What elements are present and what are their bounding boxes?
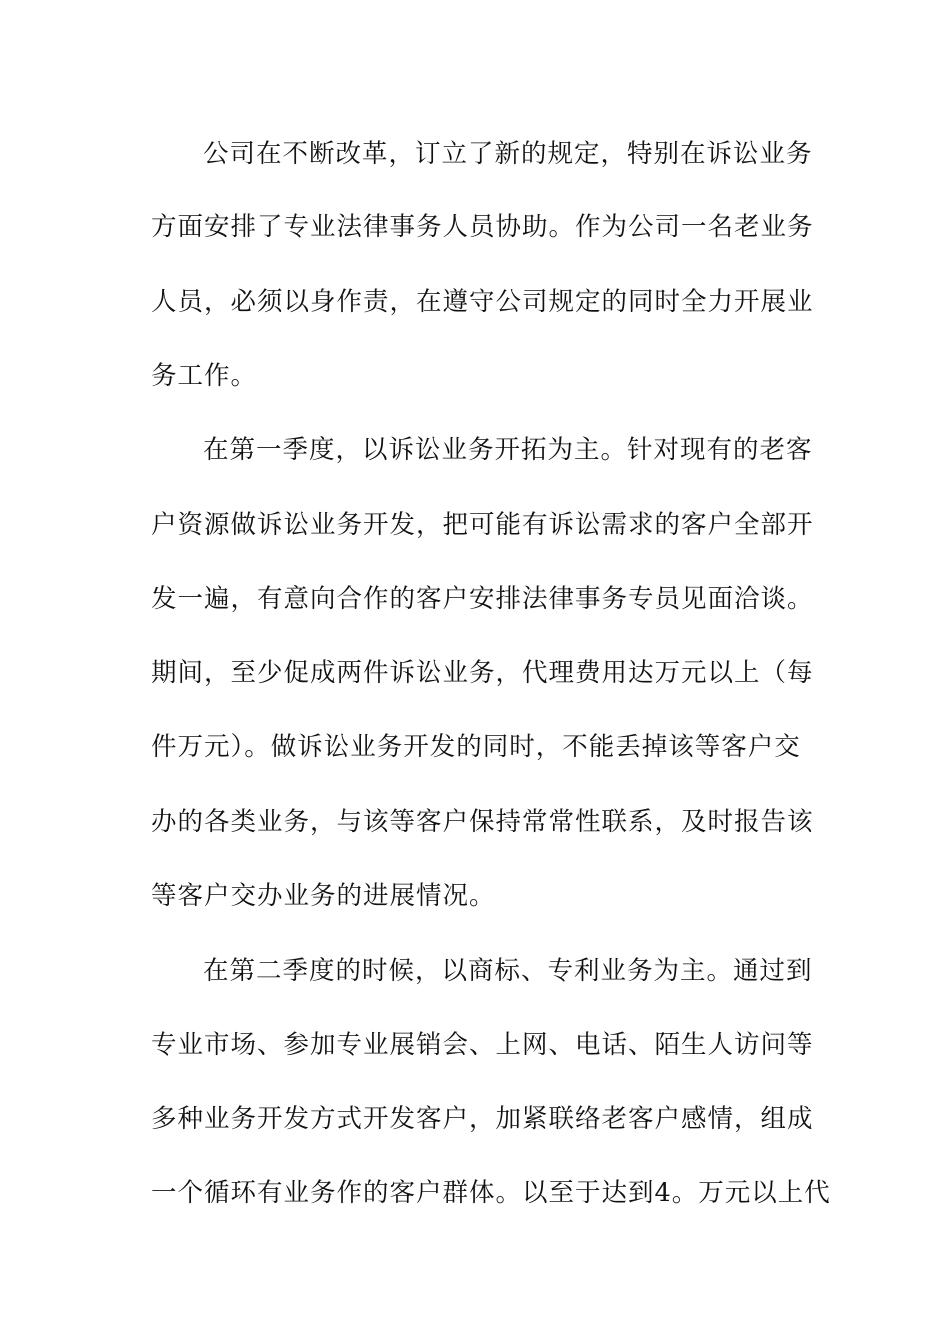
paragraph-3-line-2: 专业市场、参加专业展销会、上网、电话、陌生人访问等 <box>151 1030 814 1060</box>
paragraph-2-line-5: 件万元）。做诉讼业务开发的同时，不能丢掉该等客户交 <box>151 732 801 762</box>
paragraph-1-line-4: 务工作。 <box>151 361 258 391</box>
paragraph-2-line-6: 办的各类业务，与该等客户保持常常性联系，及时报告该 <box>151 807 814 837</box>
paragraph-1-line-2: 方面安排了专业法律事务人员协助。作为公司一名老业务 <box>151 212 814 242</box>
paragraph-1-line-3: 人员，必须以身作责，在遵守公司规定的同时全力开展业 <box>151 287 814 317</box>
paragraph-2-line-1: 在第一季度，以诉讼业务开拓为主。针对现有的老客 <box>203 435 813 465</box>
paragraph-1-line-1: 公司在不断改革，订立了新的规定，特别在诉讼业务 <box>203 139 813 169</box>
paragraph-3-line-1: 在第二季度的时候，以商标、专利业务为主。通过到 <box>203 956 813 986</box>
paragraph-3-line-3: 多种业务开发方式开发客户，加紧联络老客户感情，组成 <box>151 1104 814 1134</box>
paragraph-2-line-7: 等客户交办业务的进展情况。 <box>151 881 496 911</box>
paragraph-3-line-4: 一个循环有业务作的客户群体。以至于达到4。万元以上代 <box>151 1178 831 1208</box>
paragraph-2-line-3: 发一遍，有意向合作的客户安排法律事务专员见面洽谈。 <box>151 584 814 614</box>
paragraph-2-line-2: 户资源做诉讼业务开发，把可能有诉讼需求的客户全部开 <box>151 510 814 540</box>
paragraph-2-line-4: 期间，至少促成两件诉讼业务，代理费用达万元以上（每 <box>151 658 814 688</box>
